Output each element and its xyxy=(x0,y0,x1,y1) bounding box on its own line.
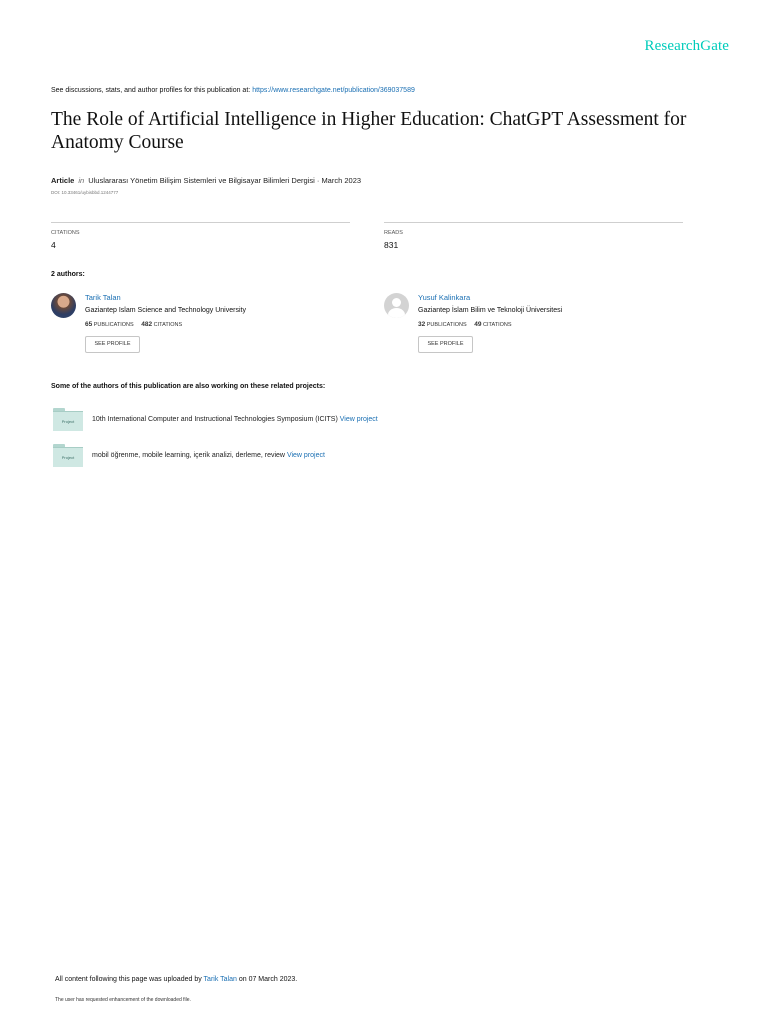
related-projects-heading: Some of the authors of this publication are also working on these related projects: xyxy=(51,383,326,390)
citations-label: CITATIONS xyxy=(51,230,80,236)
author-stats xyxy=(85,321,182,328)
upload-prefix: All content following this page was uploaded by xyxy=(55,976,202,983)
upload-suffix: on 07 March 2023. xyxy=(238,976,298,983)
project-icon-label: Project xyxy=(53,447,83,467)
uploader-link[interactable]: Tarik Talan xyxy=(203,976,237,983)
view-project-link[interactable]: View project xyxy=(286,452,325,459)
project-text xyxy=(92,416,378,423)
author-citations-label: CITATIONS xyxy=(153,322,183,328)
project-title: mobil öğrenme, mobile learning, içerik analizi, derleme, review xyxy=(92,452,285,459)
reads-divider xyxy=(384,222,683,223)
author-citations-count: 49 xyxy=(474,321,482,328)
publication-title: The Role of Artificial Intelligence in Higher Education: ChatGPT Assessment for Anatomy Course xyxy=(51,109,687,153)
author-publications-count: 65 xyxy=(85,321,93,328)
author-name-link[interactable]: Yusuf Kalinkara xyxy=(418,293,471,302)
authors-heading: 2 authors: xyxy=(51,271,85,278)
author-publications-label: PUBLICATIONS xyxy=(426,322,467,328)
view-project-link[interactable]: View project xyxy=(339,416,378,423)
author-publications-count: 32 xyxy=(418,321,426,328)
publication-meta xyxy=(51,176,361,185)
project-item-2 xyxy=(51,444,551,470)
author-citations-count: 482 xyxy=(141,321,153,328)
citations-divider xyxy=(51,222,350,223)
enhancement-note: The user has requested enhancement of the downloaded file. xyxy=(55,997,191,1003)
discussion-prefix: See discussions, stats, and author profiles for this publication at: xyxy=(51,87,251,94)
project-icon-label: Project xyxy=(53,411,83,431)
researchgate-logo[interactable]: ResearchGate xyxy=(644,38,729,54)
citations-value: 4 xyxy=(51,240,56,250)
project-folder-icon xyxy=(53,444,83,468)
publication-type: Article xyxy=(51,176,75,185)
see-profile-button[interactable]: SEE PROFILE xyxy=(418,336,473,353)
publication-url-link[interactable]: https://www.researchgate.net/publication/369037589 xyxy=(252,87,415,94)
author-institution: Gaziantep Islam Science and Technology University xyxy=(85,307,246,314)
project-folder-icon xyxy=(53,408,83,432)
author-card-1 xyxy=(51,292,351,356)
reads-value: 831 xyxy=(384,240,399,250)
author-avatar[interactable] xyxy=(51,293,76,318)
meta-in: in xyxy=(78,176,85,185)
author-institution: Gaziantep İslam Bilim ve Teknoloji Üniversitesi xyxy=(418,307,563,314)
author-publications-label: PUBLICATIONS xyxy=(93,322,134,328)
project-title: 10th International Computer and Instructional Technologies Symposium (ICITS) xyxy=(92,416,338,423)
see-profile-button[interactable]: SEE PROFILE xyxy=(85,336,140,353)
reads-label: READS xyxy=(384,230,403,236)
default-avatar-icon[interactable] xyxy=(384,293,409,318)
author-citations-label: CITATIONS xyxy=(483,322,512,328)
author-stats xyxy=(418,321,512,328)
journal-name: Uluslararası Yönetim Bilişim Sistemleri ve Bilgisayar Bilimleri Dergisi · March 2023 xyxy=(88,176,362,185)
author-name-link[interactable]: Tarik Talan xyxy=(85,293,121,302)
project-item-1 xyxy=(51,408,551,434)
author-card-2 xyxy=(384,292,684,356)
discussion-line xyxy=(51,87,415,94)
project-text xyxy=(92,452,325,459)
upload-notice xyxy=(55,976,297,983)
doi: DOI: 10.33461/uybisbbd.1244777 xyxy=(51,190,119,195)
